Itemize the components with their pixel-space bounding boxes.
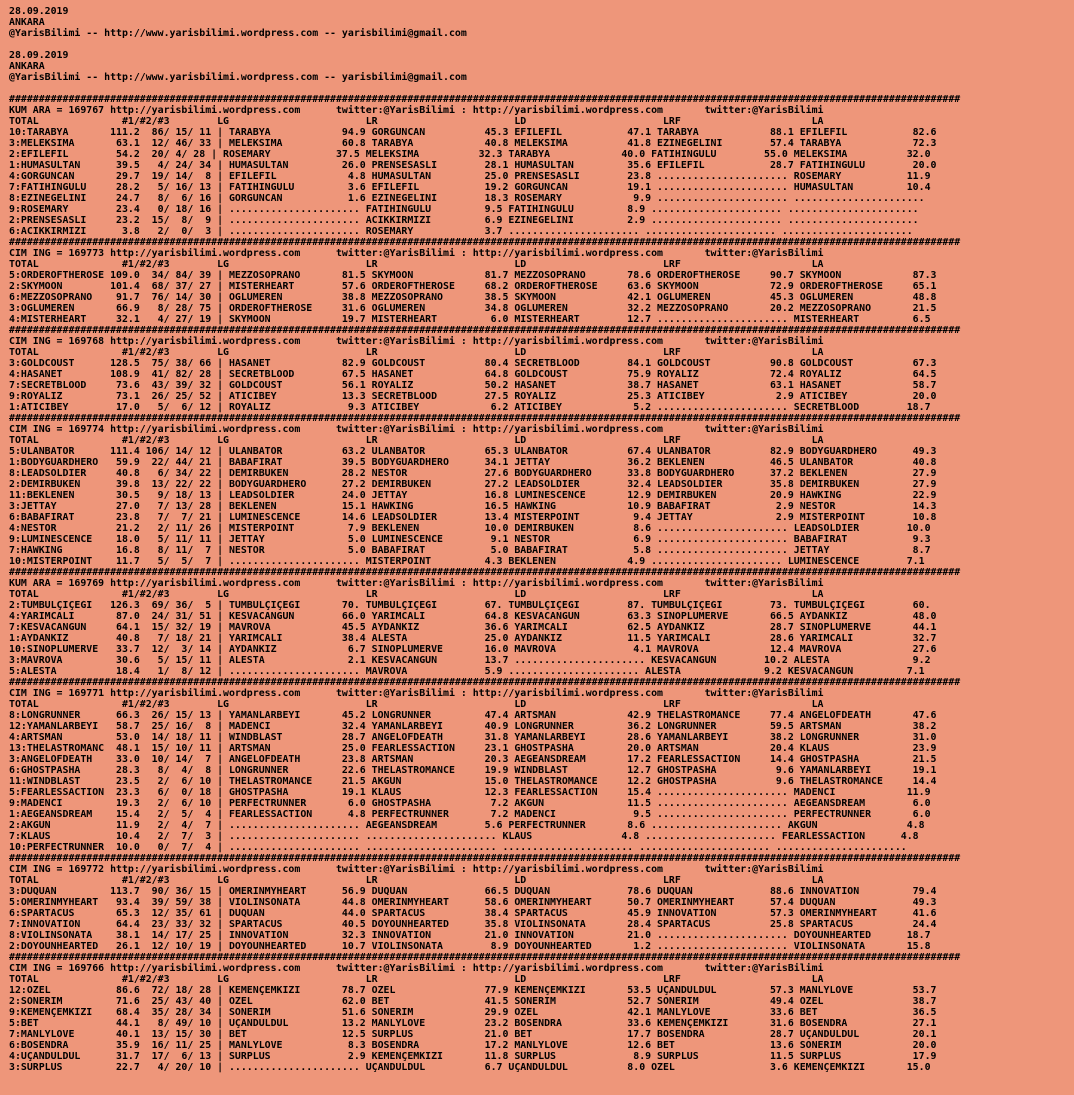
table-row: 2:TUMBULÇİÇEĞİ 126.3 69/ 36/ 5 | TUMBULÇİÇEĞİ 70. TUMBULÇİÇEĞİ 67. TUMBULÇİÇEĞİ 87. TUMBULÇİÇEĞİ 73. TUMBULÇİÇEĞİ 60. [9, 600, 931, 611]
table-row: 3:DUQUAN 113.7 90/ 36/ 15 | ÖMERİNMYHEART 56.9 DUQUAN 66.5 DUQUAN 78.6 DUQUAN 88.6 INNOVATION 79.4 [9, 886, 937, 897]
table-row: 10:TARABYA 111.2 86/ 15/ 11 | TARABYA 94.9 GORGÜNCAN 45.3 EFİLEFİL 47.1 TARABYA 88.1 EFİLEFİL 82.6 [9, 127, 937, 138]
table-row: 9:LUMINESCENCE 18.0 5/ 11/ 11 | JETTAY 5.0 LUMINESCENCE 9.1 NESTOR 6.9 ...................... BABAFIRAT 9.3 [9, 534, 931, 545]
table-row: 3:SURPLUS 22.7 4/ 20/ 10 | ...................... UÇANDÜLDÜL 6.7 UÇANDÜLDÜL 8.0 ÖZEL 3.6 KEMENÇEMKIZI 15.0 [9, 1062, 931, 1073]
header-line [9, 83, 1069, 94]
table-row: 1:HUMASULTAN 39.5 4/ 24/ 34 | HUMASULTAN 26.0 PRENSESASLI 28.1 HUMASULTAN 35.6 EFİLEFİL 28.7 FATİHİNGÜLÜ 20.0 [9, 160, 937, 171]
table-row: 8:VIOLINSONATA 38.1 14/ 17/ 25 | INNOVATION 32.3 INNOVATION 21.0 INNOVATION 21.0 ...................... DOYOUNHEARTED 18.7 [9, 930, 931, 941]
table-row: 4:NESTOR 21.2 2/ 11/ 26 | MİSTERPOINT 7.9 BEKLENEN 10.0 DEMİRBÜKEN 8.6 ...................... LEADSOLDIER 10.0 [9, 523, 931, 534]
table-row: 4:UÇANDÜLDÜL 31.7 17/ 6/ 13 | SURPLUS 2.9 KEMENÇEMKIZI 11.8 SURPLUS 8.9 SURPLUS 11.5 SURPLUS 17.9 [9, 1051, 937, 1062]
table-row: 3:MAVROVA 30.6 5/ 15/ 11 | ALESTA 2.1 KESVACANGÜN 13.7 ...................... KESVACANGÜN 10.2 ALESTA 9.2 [9, 655, 931, 666]
section-separator: ################################################################################################################################################################ [9, 325, 961, 336]
table-row: 11:BEKLENEN 30.5 9/ 18/ 13 | LEADSOLDIER 24.0 JETTAY 16.8 LUMINESCENCE 12.9 DEMİRBÜKEN 20.9 HAWKING 22.9 [9, 490, 937, 501]
column-header: TOTAL #1/#2/#3 LG LR LD LRF LA [9, 347, 824, 358]
table-row: 9:ROYALİZ 73.1 26/ 25/ 52 | ATICIBEY 13.3 SECRETBLOOD 27.5 ROYALİZ 25.3 ATICIBEY 2.9 ATICIBEY 20.0 [9, 391, 937, 402]
table-row: 2:DOYOUNHEARTED 26.1 12/ 10/ 19 | DOYOUNHEARTED 10.7 VIOLINSONATA 8.9 DOYOUNHEARTED 1.2 ...................... VIOLINSONATA 15.8 [9, 941, 931, 952]
table-row: 2:PRENSESASLI 23.2 15/ 8/ 9 | ...................... ACIKKIRMIZI 6.9 EZİNEGELİNİ 2.9 ...................... ...................... [9, 215, 919, 226]
table-row: 7:SECRETBLOOD 73.6 43/ 39/ 32 | GOLDCOUST 56.1 ROYALİZ 50.2 HASANET 38.7 HASANET 63.1 HASANET 58.7 [9, 380, 937, 391]
table-row: 9:KEMENÇEMKIZI 68.4 35/ 28/ 34 | SONERİM 51.6 SONERİM 29.9 ÖZEL 42.1 MANLYLOVE 33.6 BET 36.5 [9, 1007, 937, 1018]
table-row: 7:INNOVATION 64.4 23/ 33/ 32 | SPARTACUS 40.5 DOYOUNHEARTED 35.8 VIOLINSONATA 28.4 SPARTACUS 25.8 SPARTACUS 24.4 [9, 919, 937, 930]
table-row: 7:KLAUS 10.4 2/ 7/ 3 | ...................... ...................... KLAUS 4.8 ...................... FEARLESSACTION 4.8 [9, 831, 919, 842]
table-row: 2:DEMİRBÜKEN 39.8 13/ 22/ 22 | BODYGUARDHERO 27.2 DEMİRBÜKEN 27.2 LEADSOLDIER 32.4 LEADSOLDIER 35.8 DEMİRBÜKEN 27.9 [9, 479, 937, 490]
table-row: 6:BABAFIRAT 23.8 7/ 7/ 21 | LUMINESCENCE 14.6 LEADSOLDIER 13.4 MİSTERPOINT 9.4 JETTAY 2.9 MİSTERPOINT 10.8 [9, 512, 937, 523]
table-row: 8:LONGRUNNER 66.3 26/ 15/ 13 | YAMANLARBEYİ 45.2 LONGRUNNER 47.4 ARTSMAN 42.9 THELASTROMANCE 77.4 ANGELOFDEATH 47.6 [9, 710, 937, 721]
section-separator: ################################################################################################################################################################ [9, 237, 961, 248]
race-analysis-document [9, 6, 1069, 1073]
header-line: @YarisBilimi -- http://www.yarisbilimi.wordpress.com -- yarisbilimi@gmail.com [9, 28, 467, 39]
table-row: 5:ULANBATOR 111.4 106/ 14/ 12 | ULANBATOR 63.2 ULANBATOR 65.3 ULANBATOR 67.4 ULANBATOR 82.9 BODYGUARDHERO 49.3 [9, 446, 937, 457]
table-row: 1:BODYGUARDHERO 59.9 22/ 44/ 21 | BABAFIRAT 39.5 BODYGUARDHERO 34.1 JETTAY 36.2 BEKLENEN 46.5 ULANBATOR 40.8 [9, 457, 937, 468]
race-title: KUM ARA = 169769 http://yarisbilimi.wordpress.com twitter:@YarisBilimi : http://yarisbilimi.wordpress.com twitter:@YarisBilimi [9, 578, 824, 589]
table-row: 12:YAMANLARBEYİ 58.7 25/ 16/ 8 | MADENCİ 32.4 YAMANLARBEYİ 40.9 LONGRUNNER 36.2 LONGRUNNER 59.5 ARTSMAN 38.2 [9, 721, 937, 732]
table-row: 6:BOSENDRA 35.9 16/ 11/ 25 | MANLYLOVE 8.3 BOSENDRA 17.2 MANLYLOVE 12.6 BET 13.6 SONERİM 20.0 [9, 1040, 937, 1051]
race-title: CIM ING = 169774 http://yarisbilimi.wordpress.com twitter:@YarisBilimi : http://yarisbilimi.wordpress.com twitter:@YarisBilimi [9, 424, 824, 435]
header-line: ANKARA [9, 17, 45, 28]
table-row: 7:KESVACANGÜN 64.1 15/ 32/ 19 | MAVROVA 45.5 AYDANKIZ 36.6 YARIMCALI 62.5 AYDANKIZ 28.7 SİNOPLUMERVE 44.1 [9, 622, 937, 633]
header-line: @YarisBilimi -- http://www.yarisbilimi.wordpress.com -- yarisbilimi@gmail.com [9, 72, 467, 83]
column-header: TOTAL #1/#2/#3 LG LR LD LRF LA [9, 699, 824, 710]
table-row: 5:ÖMERİNMYHEART 93.4 39/ 59/ 38 | VIOLINSONATA 44.8 ÖMERİNMYHEART 58.6 ÖMERİNMYHEART 50.7 ÖMERİNMYHEART 57.4 DUQUAN 49.3 [9, 897, 937, 908]
table-row: 4:GORGÜNCAN 29.7 19/ 14/ 8 | EFİLEFİL 4.8 HUMASULTAN 25.0 PRENSESASLI 23.8 ...................... ROSEMARY 11.9 [9, 171, 931, 182]
table-row: 10:SİNOPLUMERVE 33.7 12/ 3/ 14 | AYDANKIZ 6.7 SİNOPLUMERVE 16.0 MAVROVA 4.1 MAVROVA 12.4 MAVROVA 27.6 [9, 644, 937, 655]
table-row: 2:EFİLEFİL 54.2 20/ 4/ 28 | ROSEMARY 37.5 MELEKSİMA 32.3 TARABYA 40.0 FATİHİNGÜLÜ 55.0 MELEKSİMA 32.0 [9, 149, 931, 160]
section-separator: ################################################################################################################################################################ [9, 677, 961, 688]
column-header: TOTAL #1/#2/#3 LG LR LD LRF LA [9, 974, 824, 985]
table-row: 5:ALESTA 18.4 1/ 8/ 12 | ...................... MAVROVA 5.9 ...................... ALESTA 9.2 KESVACANGÜN 7.1 [9, 666, 925, 677]
column-header: TOTAL #1/#2/#3 LG LR LD LRF LA [9, 589, 824, 600]
table-row: 7:MANLYLOVE 40.1 13/ 15/ 30 | BET 12.5 SURPLUS 21.0 BET 17.7 BOSENDRA 28.7 UÇANDÜLDÜL 20.1 [9, 1029, 937, 1040]
table-row: 7:HAWKING 16.8 8/ 11/ 7 | NESTOR 5.0 BABAFIRAT 5.0 BABAFIRAT 5.8 ...................... JETTAY 8.7 [9, 545, 931, 556]
table-row: 5:FEARLESSACTION 23.3 6/ 0/ 18 | GHOSTPASHA 19.1 KLAUS 12.3 FEARLESSACTION 15.4 ...................... MADENCİ 11.9 [9, 787, 931, 798]
table-row: 13:THELASTROMANC 48.1 15/ 10/ 11 | ARTSMAN 25.0 FEARLESSACTION 23.1 GHOSTPASHA 20.0 ARTSMAN 20.4 KLAUS 23.9 [9, 743, 937, 754]
table-row: 3:OGLUMEREN 66.9 8/ 28/ 75 | ORDEROFTHEROSE 31.6 OGLUMEREN 34.8 OGLUMEREN 32.2 MEZZOSOPRANO 20.2 MEZZOSOPRANO 21.5 [9, 303, 937, 314]
table-row: 2:SONERİM 71.6 25/ 43/ 40 | ÖZEL 62.0 BET 41.5 SONERİM 52.7 SONERİM 49.4 ÖZEL 38.7 [9, 996, 937, 1007]
table-row: 2:AKGÜN 11.9 2/ 4/ 7 | ...................... AEGEANSDREAM 5.6 PERFECTRUNNER 8.6 ...................... AKGÜN 4.8 [9, 820, 925, 831]
table-row: 4:YARIMCALI 87.0 24/ 31/ 51 | KESVACANGÜN 66.0 YARIMCALI 64.8 KESVACANGÜN 63.3 SİNOPLUMERVE 66.5 AYDANKIZ 48.0 [9, 611, 937, 622]
table-row: 1:AEGEANSDREAM 15.4 2/ 5/ 4 | FEARLESSACTION 4.8 PERFECTRUNNER 7.2 MADENCİ 9.5 ...................... PERFECTRUNNER 6.0 [9, 809, 931, 820]
section-separator: ################################################################################################################################################################ [9, 853, 961, 864]
column-header: TOTAL #1/#2/#3 LG LR LD LRF LA [9, 116, 824, 127]
table-row: 9:MADENCİ 19.3 2/ 6/ 10 | PERFECTRUNNER 6.0 GHOSTPASHA 7.2 AKGÜN 11.5 ...................... AEGEANSDREAM 6.0 [9, 798, 931, 809]
table-row: 4:ARTSMAN 53.0 14/ 18/ 11 | WINDBLAST 28.7 ANGELOFDEATH 31.8 YAMANLARBEYİ 28.6 YAMANLARBEYİ 38.2 LONGRUNNER 31.0 [9, 732, 937, 743]
header-line: 28.09.2019 [9, 6, 69, 17]
table-row: 3:GOLDCOUST 128.5 75/ 38/ 66 | HASANET 82.9 GOLDCOUST 80.4 SECRETBLOOD 84.1 GOLDCOUST 90.8 GOLDCOUST 67.3 [9, 358, 937, 369]
column-header: TOTAL #1/#2/#3 LG LR LD LRF LA [9, 875, 824, 886]
header-line: 28.09.2019 [9, 50, 69, 61]
race-title: CIM ING = 169773 http://yarisbilimi.wordpress.com twitter:@YarisBilimi : http://yarisbilimi.wordpress.com twitter:@YarisBilimi [9, 248, 824, 259]
table-row: 4:HASANET 108.9 41/ 82/ 28 | SECRETBLOOD 67.5 HASANET 64.8 GOLDCOUST 75.9 ROYALİZ 72.4 ROYALİZ 64.5 [9, 369, 937, 380]
section-separator: ################################################################################################################################################################ [9, 952, 961, 963]
race-title: CIM ING = 169771 http://yarisbilimi.wordpress.com twitter:@YarisBilimi : http://yarisbilimi.wordpress.com twitter:@YarisBilimi [9, 688, 824, 699]
table-row: 11:WINDBLAST 23.5 2/ 6/ 10 | THELASTROMANCE 21.5 AKGÜN 15.0 THELASTROMANCE 12.2 GHOSTPASHA 9.6 THELASTROMANCE 14.4 [9, 776, 937, 787]
race-title: CIM ING = 169768 http://yarisbilimi.wordpress.com twitter:@YarisBilimi : http://yarisbilimi.wordpress.com twitter:@YarisBilimi [9, 336, 824, 347]
table-row: 4:MİSTERHEART 32.1 4/ 27/ 19 | SKYMOON 19.7 MİSTERHEART 6.0 MİSTERHEART 12.7 ...................... MİSTERHEART 6.5 [9, 314, 931, 325]
section-separator: ################################################################################################################################################################ [9, 567, 961, 578]
table-row: 5:BET 44.1 8/ 49/ 10 | UÇANDÜLDÜL 13.2 MANLYLOVE 23.2 BOSENDRA 33.6 KEMENÇEMKIZI 31.6 BOSENDRA 27.1 [9, 1018, 937, 1029]
table-row: 10:PERFECTRUNNER 10.0 0/ 7/ 4 | ...................... ...................... ...................... ...................... ...................... [9, 842, 907, 853]
race-title: CIM ING = 169772 http://yarisbilimi.wordpress.com twitter:@YarisBilimi : http://yarisbilimi.wordpress.com twitter:@YarisBilimi [9, 864, 824, 875]
table-row: 1:ATICIBEY 17.0 5/ 6/ 12 | ROYALİZ 9.3 ATICIBEY 6.2 ATICIBEY 5.2 ...................... SECRETBLOOD 18.7 [9, 402, 931, 413]
table-row: 6:SPARTACUS 65.3 12/ 35/ 61 | DUQUAN 44.0 SPARTACUS 38.4 SPARTACUS 45.9 INNOVATION 57.3 ÖMERİNMYHEART 41.6 [9, 908, 937, 919]
table-row: 5:ORDEROFTHEROSE 109.0 34/ 84/ 39 | MEZZOSOPRANO 81.5 SKYMOON 81.7 MEZZOSOPRANO 78.6 ORDEROFTHEROSE 90.7 SKYMOON 87.3 [9, 270, 937, 281]
table-row: 2:SKYMOON 101.4 68/ 37/ 27 | MİSTERHEART 57.6 ORDEROFTHEROSE 68.2 ORDEROFTHEROSE 63.6 SKYMOON 72.9 ORDEROFTHEROSE 65.1 [9, 281, 937, 292]
table-row: 6:ACIKKIRMIZI 3.8 2/ 0/ 3 | ...................... ROSEMARY 3.7 ...................... ...................... ...................... [9, 226, 913, 237]
table-row: 9:ROSEMARY 23.4 0/ 18/ 16 | ...................... FATİHİNGÜLÜ 9.5 FATİHİNGÜLÜ 8.9 ...................... ...................... [9, 204, 919, 215]
table-row: 7:FATİHİNGÜLÜ 28.2 5/ 16/ 13 | FATİHİNGÜLÜ 3.6 EFİLEFİL 19.2 GORGÜNCAN 19.1 ...................... HUMASULTAN 10.4 [9, 182, 931, 193]
column-header: TOTAL #1/#2/#3 LG LR LD LRF LA [9, 435, 824, 446]
race-title: CIM ING = 169766 http://yarisbilimi.wordpress.com twitter:@YarisBilimi : http://yarisbilimi.wordpress.com twitter:@YarisBilimi [9, 963, 824, 974]
table-row: 12:ÖZEL 86.6 72/ 18/ 28 | KEMENÇEMKIZI 78.7 ÖZEL 77.9 KEMENÇEMKIZI 53.5 UÇANDÜLDÜL 57.3 MANLYLOVE 53.7 [9, 985, 937, 996]
header-line: ANKARA [9, 61, 45, 72]
table-row: 6:MEZZOSOPRANO 91.7 76/ 14/ 30 | OGLUMEREN 38.8 MEZZOSOPRANO 38.5 SKYMOON 42.1 OGLUMEREN 45.3 OGLUMEREN 48.8 [9, 292, 937, 303]
table-row: 3:JETTAY 27.0 7/ 13/ 28 | BEKLENEN 15.1 HAWKING 16.5 HAWKING 10.9 BABAFIRAT 2.9 NESTOR 14.3 [9, 501, 937, 512]
table-row: 6:GHOSTPASHA 28.3 8/ 4/ 8 | LONGRUNNER 22.6 THELASTROMANCE 19.9 WINDBLAST 12.7 GHOSTPASHA 9.6 YAMANLARBEYİ 19.1 [9, 765, 937, 776]
table-row: 3:MELEKSİMA 63.1 12/ 46/ 33 | MELEKSİMA 60.8 TARABYA 40.8 MELEKSİMA 41.8 EZİNEGELİNİ 57.4 TARABYA 72.3 [9, 138, 937, 149]
section-separator: ################################################################################################################################################################ [9, 94, 961, 105]
section-separator: ################################################################################################################################################################ [9, 413, 961, 424]
race-title: KUM ARA = 169767 http://yarisbilimi.wordpress.com twitter:@YarisBilimi : http://yarisbilimi.wordpress.com twitter:@YarisBilimi [9, 105, 824, 116]
header-line [9, 39, 1069, 50]
table-row: 3:ANGELOFDEATH 33.0 10/ 14/ 7 | ANGELOFDEATH 23.8 ARTSMAN 20.3 AEGEANSDREAM 17.2 FEARLESSACTION 14.4 GHOSTPASHA 21.5 [9, 754, 937, 765]
table-row: 8:EZİNEGELİNİ 24.7 8/ 6/ 16 | GORGÜNCAN 1.6 EZİNEGELİNİ 18.3 ROSEMARY 9.9 ...................... ...................... [9, 193, 925, 204]
table-row: 10:MİSTERPOINT 11.7 5/ 5/ 7 | ...................... MİSTERPOINT 4.3 BEKLENEN 4.9 ...................... LUMINESCENCE 7.1 [9, 556, 925, 567]
column-header: TOTAL #1/#2/#3 LG LR LD LRF LA [9, 259, 824, 270]
table-row: 1:AYDANKIZ 40.8 7/ 18/ 21 | YARIMCALI 38.4 ALESTA 25.0 AYDANKIZ 11.5 YARIMCALI 28.6 YARIMCALI 32.7 [9, 633, 937, 644]
table-row: 8:LEADSOLDIER 40.8 6/ 34/ 22 | DEMİRBÜKEN 28.2 NESTOR 27.6 BODYGUARDHERO 33.8 BODYGUARDHERO 37.2 BEKLENEN 27.9 [9, 468, 937, 479]
